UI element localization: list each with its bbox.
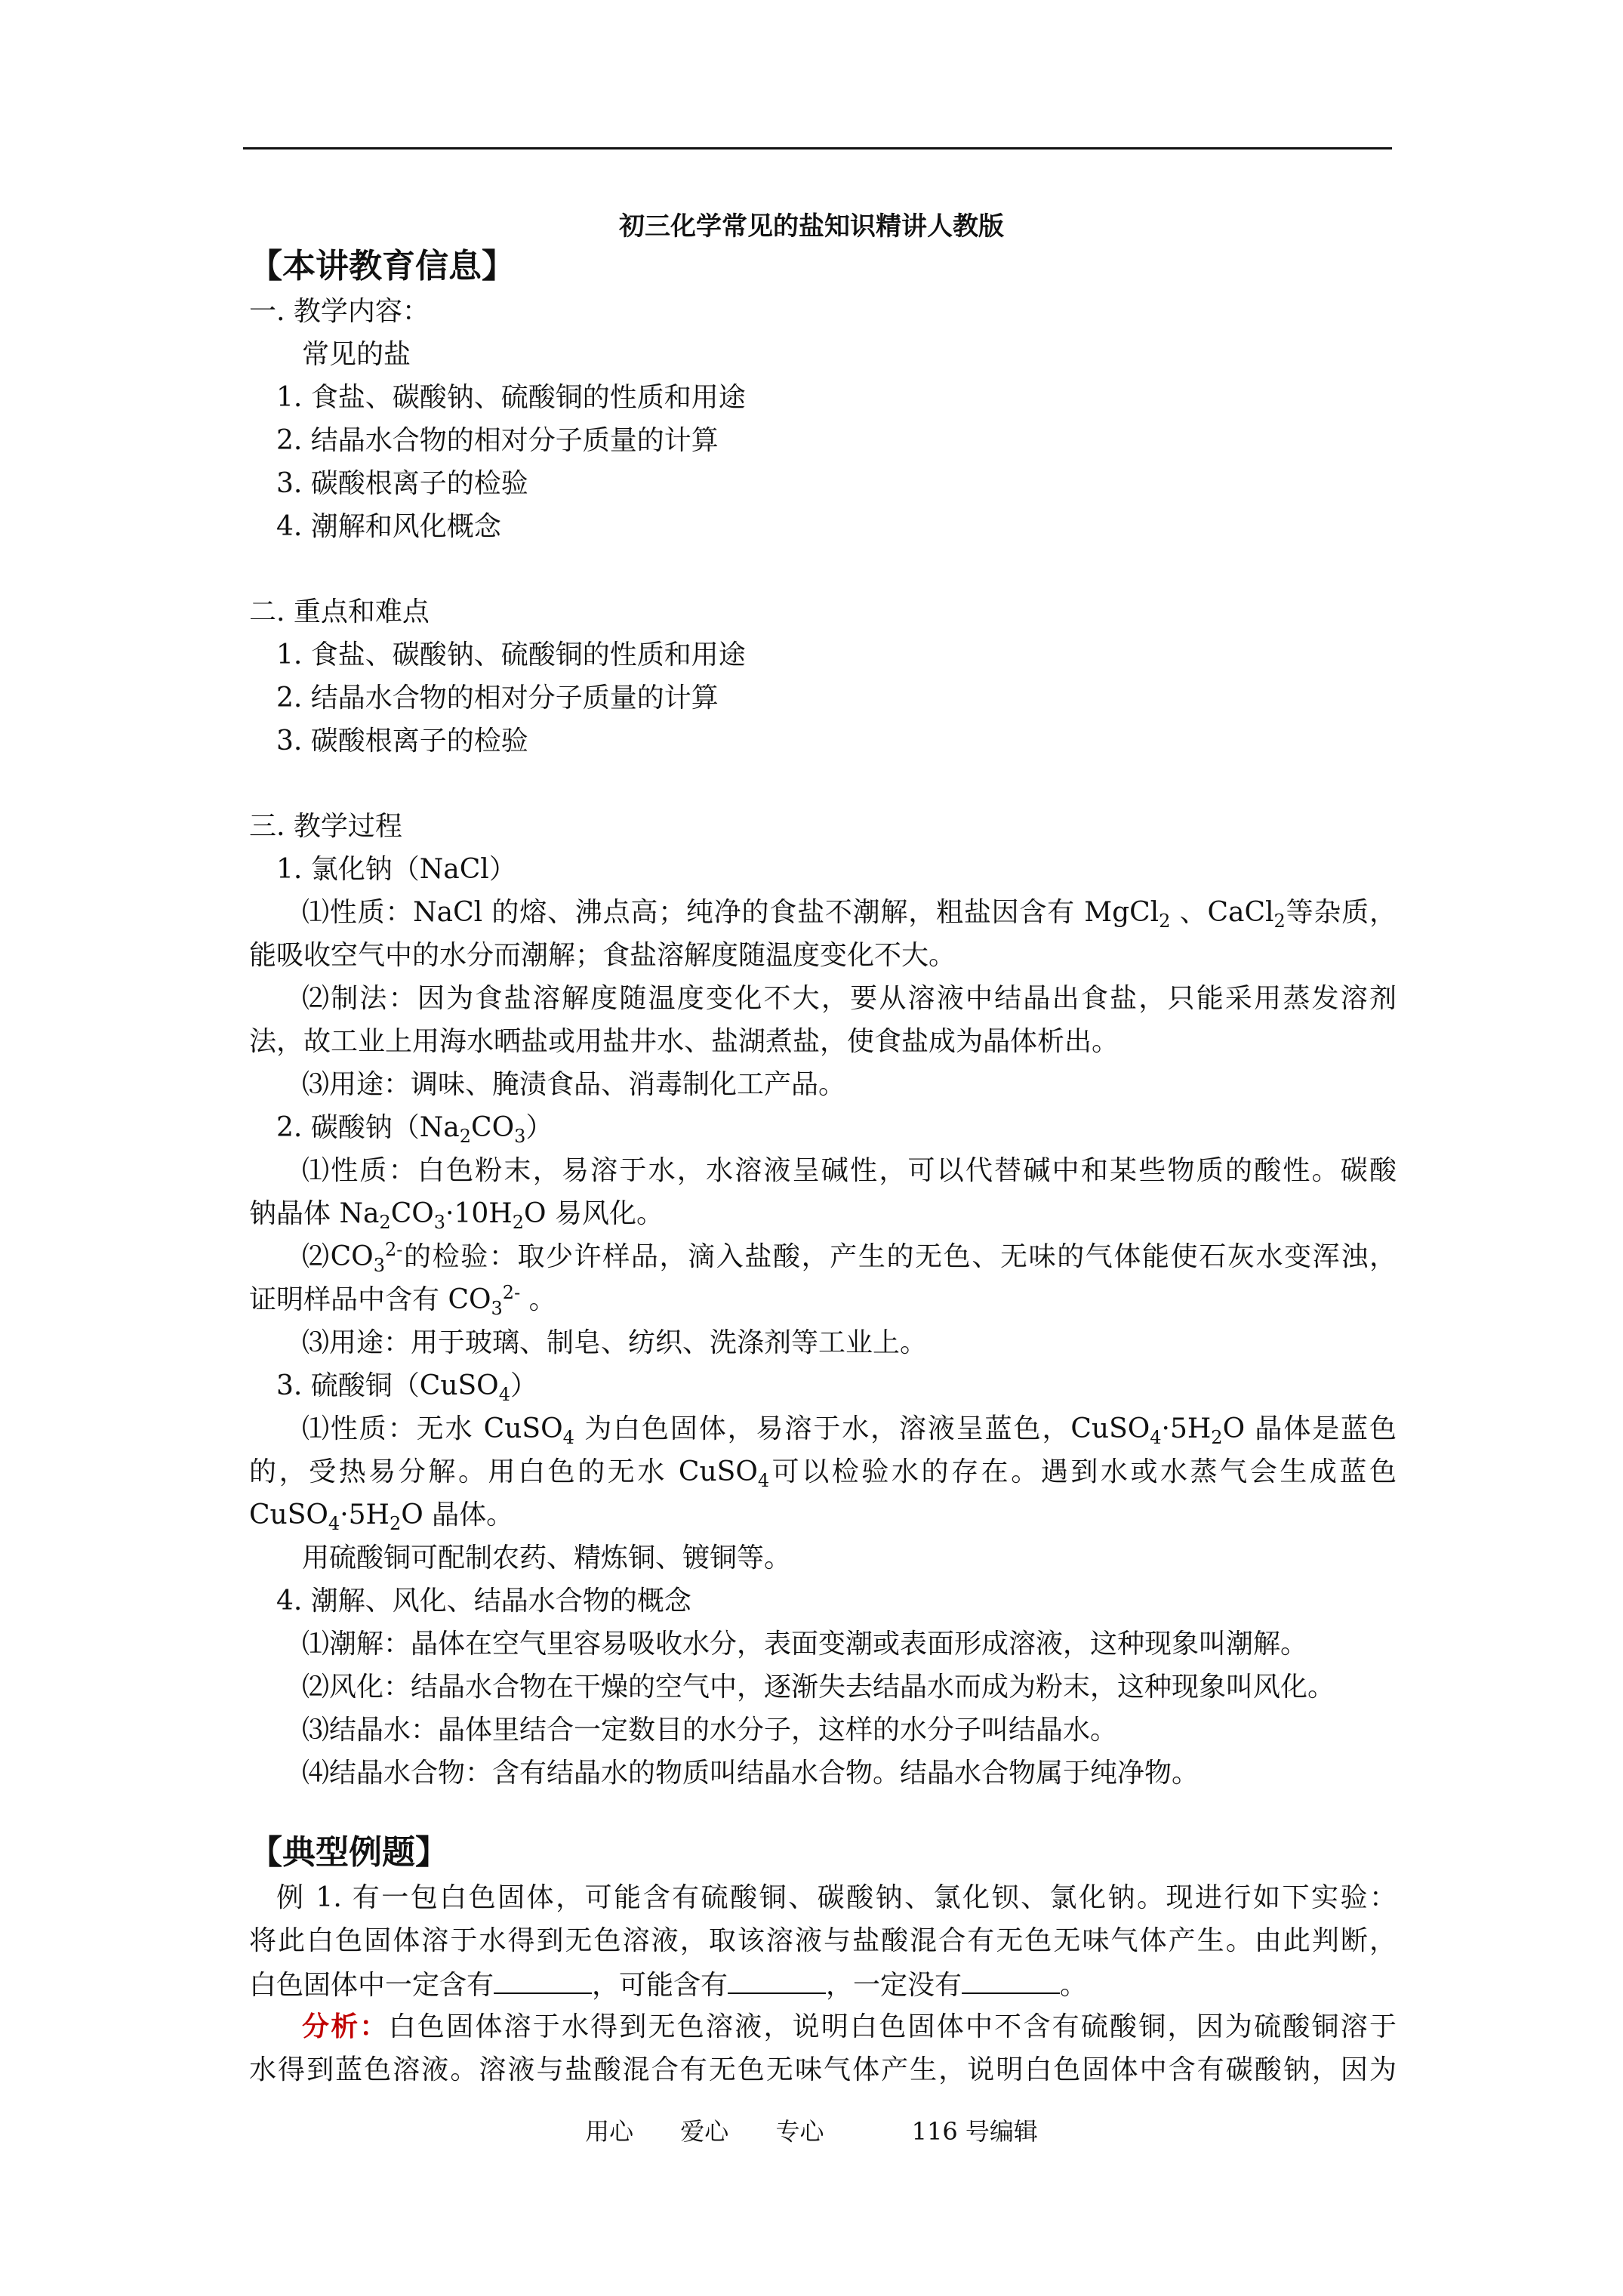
cuso4-uses: 用硫酸铜可配制农药、精炼铜、镀铜等。 (302, 1542, 792, 1573)
list-item: 4. 潮解和风化概念 (276, 511, 501, 542)
list-item: 1. 食盐、碳酸钠、硫酸铜的性质和用途 (276, 382, 746, 413)
document-title: 初三化学常见的盐知识精讲人教版 (619, 211, 1004, 242)
key-points-heading: 二. 重点和难点 (249, 596, 430, 627)
footer-item: 爱心 (680, 2117, 729, 2146)
nacl-property-line1: ⑴性质：NaCl 的熔、沸点高；纯净的食盐不潮解，粗盐因含有 MgCl$_2$ 、CaCl$_2$等杂质， (302, 897, 1397, 932)
na2co3-uses: ⑶用途：用于玻璃、制皂、纺织、洗涤剂等工业上。 (302, 1327, 928, 1358)
cuso4-property-line1: ⑴性质：无水 CuSO$_4$ 为白色固体，易溶于水，溶液呈蓝色，$CuSO_4\cdot 5H_2O$ 晶体是蓝色 (302, 1413, 1397, 1449)
concept-item: ⑴潮解：晶体在空气里容易吸收水分，表面变潮或表面形成溶液，这种现象叫潮解。 (302, 1629, 1308, 1660)
nacl-production-line2: 法，故工业上用海水晒盐或用盐井水、盐湖煮盐，使食盐成为晶体析出。 (249, 1026, 1119, 1057)
footer-item: 专心 (775, 2117, 824, 2146)
carbonate-test-line1: $⑵CO_3^{2-}$的检验：取少许样品，滴入盐酸，产生的无色、无味的气体能使石灰水变浑浊， (302, 1239, 1397, 1277)
example1-line3: 白色固体中一定含有 ，可能含有 ，一定没有 。 (249, 1962, 1397, 2005)
list-item: 1. 食盐、碳酸钠、硫酸铜的性质和用途 (276, 639, 746, 670)
cuso4-heading: 3. 硫酸铜（CuSO$_4$） (276, 1370, 537, 1406)
analysis-line1: 分析：白色固体溶于水得到无色溶液，说明白色固体中不含有硫酸铜，因为硫酸铜溶于 (302, 2011, 1397, 2042)
answer-blank[interactable] (494, 1962, 592, 1994)
list-item: 2. 结晶水合物的相对分子质量的计算 (276, 683, 719, 713)
teaching-topic: 常见的盐 (302, 339, 411, 370)
concepts-heading: 4. 潮解、风化、结晶水合物的概念 (276, 1586, 691, 1616)
section-heading-info: 【本讲教育信息】 (249, 247, 515, 285)
nacl-heading: 1. 氯化钠（NaCl） (276, 854, 516, 885)
analysis-line2: 水得到蓝色溶液。溶液与盐酸混合有无色无味气体产生，说明白色固体中含有碳酸钠，因为 (249, 2054, 1397, 2085)
page-footer (0, 2113, 1623, 2147)
list-item: 3. 碳酸根离子的检验 (276, 468, 528, 499)
concept-item: ⑶结晶水：晶体里结合一定数目的水分子，这样的水分子叫结晶水。 (302, 1715, 1118, 1746)
cuso4-property-line2: 的，受热易分解。用白色的无水 CuSO$_4$可以检验水的存在。遇到水或水蒸气会生成蓝色 (249, 1456, 1397, 1492)
section-heading-examples: 【典型例题】 (249, 1833, 448, 1872)
footer-item: 用心 (585, 2117, 634, 2146)
list-item: 2. 结晶水合物的相对分子质量的计算 (276, 425, 719, 456)
concept-item: ⑵风化：结晶水合物在干燥的空气中，逐渐失去结晶水而成为粉末，这种现象叫风化。 (302, 1672, 1335, 1703)
na2co3-heading: 2. 碳酸钠$(Na_2CO_3)$ (276, 1112, 553, 1148)
header-rule (243, 147, 1392, 149)
nacl-production-line1: ⑵制法：因为食盐溶解度随温度变化不大，要从溶液中结晶出食盐，只能采用蒸发溶剂 (302, 983, 1397, 1014)
footer-item: 116 号编辑 (911, 2117, 1038, 2146)
na2co3-property-line2: 钠晶体 $Na_2CO_3\cdot 10H_2O$ 易风化。 (249, 1198, 664, 1234)
example1-line2: 将此白色固体溶于水得到无色溶液，取该溶液与盐酸混合有无色无味气体产生。由此判断， (249, 1925, 1397, 1956)
nacl-uses: ⑶用途：调味、腌渍食品、消毒制化工产品。 (302, 1069, 846, 1100)
analysis-label: 分析： (302, 2011, 389, 2042)
process-heading: 三. 教学过程 (249, 811, 402, 842)
answer-blank[interactable] (962, 1962, 1060, 1994)
answer-blank[interactable] (728, 1962, 826, 1994)
cuso4-property-line3: $CuSO_4\cdot 5H_2O$ 晶体。 (249, 1499, 514, 1535)
carbonate-test-line2: 证明样品中含有 $CO_3^{2-}$ 。 (249, 1282, 556, 1320)
concept-item: ⑷结晶水合物：含有结晶水的物质叫结晶水合物。结晶水合物属于纯净物。 (302, 1758, 1200, 1789)
teaching-content-heading: 一. 教学内容： (249, 296, 430, 327)
document-body (249, 243, 1397, 2091)
na2co3-property-line1: ⑴性质：白色粉末，易溶于水，水溶液呈碱性，可以代替碱中和某些物质的酸性。碳酸 (302, 1155, 1397, 1186)
list-item: 3. 碳酸根离子的检验 (276, 726, 528, 757)
example1-line1: 例 1. 有一包白色固体，可能含有硫酸铜、碳酸钠、氯化钡、氯化钠。现进行如下实验： (276, 1882, 1397, 1913)
nacl-property-line2: 能吸收空气中的水分而潮解；食盐溶解度随温度变化不大。 (249, 940, 956, 971)
